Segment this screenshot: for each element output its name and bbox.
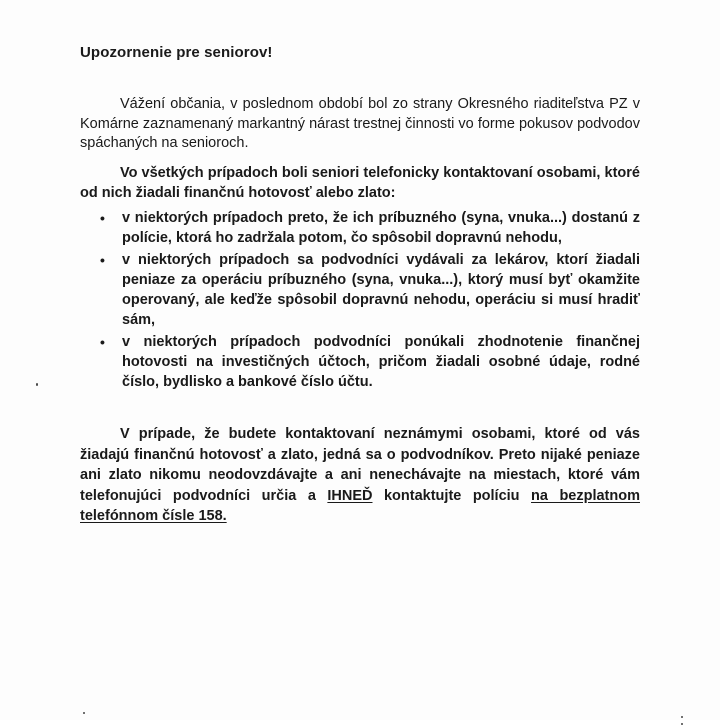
list-item-text: v niektorých prípadoch preto, že ich príbuzného (syna, vnuka...) dostanú z polície, ktorá ho zadržala potom, čo spôsobil dopravnú nehodu,: [122, 210, 640, 246]
bullet-icon: •: [100, 334, 105, 350]
list-item-text: v niektorých prípadoch sa podvodníci vydávali za lekárov, ktorí žiadali peniaze za operáciu príbuzného (syna, vnuka...), ktorý musí byť okamžite operovaný, ale keďže spôsobil dopravnú nehodu, operáciu si musí hradiť sám,: [122, 252, 640, 328]
immediately-emphasis: IHNEĎ: [327, 487, 373, 504]
closing-text-middle: kontaktujte políciu: [372, 487, 532, 504]
scan-speck: [681, 716, 683, 718]
lead-paragraph: Vo všetkých prípadoch boli seniori telefonicky kontaktovaní osobami, ktoré od nich žiadali finančnú hotovosť alebo zlato:: [80, 165, 640, 201]
list-item: [80, 250, 640, 330]
scam-methods-list: [80, 208, 640, 394]
police-phone-number: na bezplatnom telefónnom čísle 158.: [80, 487, 640, 524]
closing-paragraph: [80, 424, 640, 527]
bullet-icon: •: [100, 210, 105, 226]
list-item-text: v niektorých prípadoch podvodníci ponúkali zhodnotenie finančnej hotovosti na investičných účtoch, pričom žiadali osobné údaje, rodné číslo, bydlisko a bankové číslo účtu.: [122, 334, 640, 390]
scan-speck: [36, 383, 38, 386]
scan-speck: [83, 712, 85, 714]
intro-paragraph: Vážení občania, v poslednom období bol zo strany Okresného riaditeľstva PZ v Komárne zaznamenaný markantný nárast trestnej činnosti vo forme pokusov podvodov spáchaných na senioroch.: [80, 96, 640, 151]
closing-text-start: V prípade, že budete kontaktovaní neznámymi osobami, ktoré od vás žiadajú finančnú hotovosť a zlato, jedná sa o podvodníkov. Preto nijaké peniaze ani zlato nikomu neodovzdávajte a ani nenechávajte na miestach, ktoré vám telefonujúci podvodníci určia a: [80, 426, 640, 504]
list-item: [80, 332, 640, 392]
bullet-icon: •: [100, 252, 105, 268]
document-title: Upozornenie pre seniorov!: [80, 44, 273, 61]
list-item: [80, 208, 640, 248]
